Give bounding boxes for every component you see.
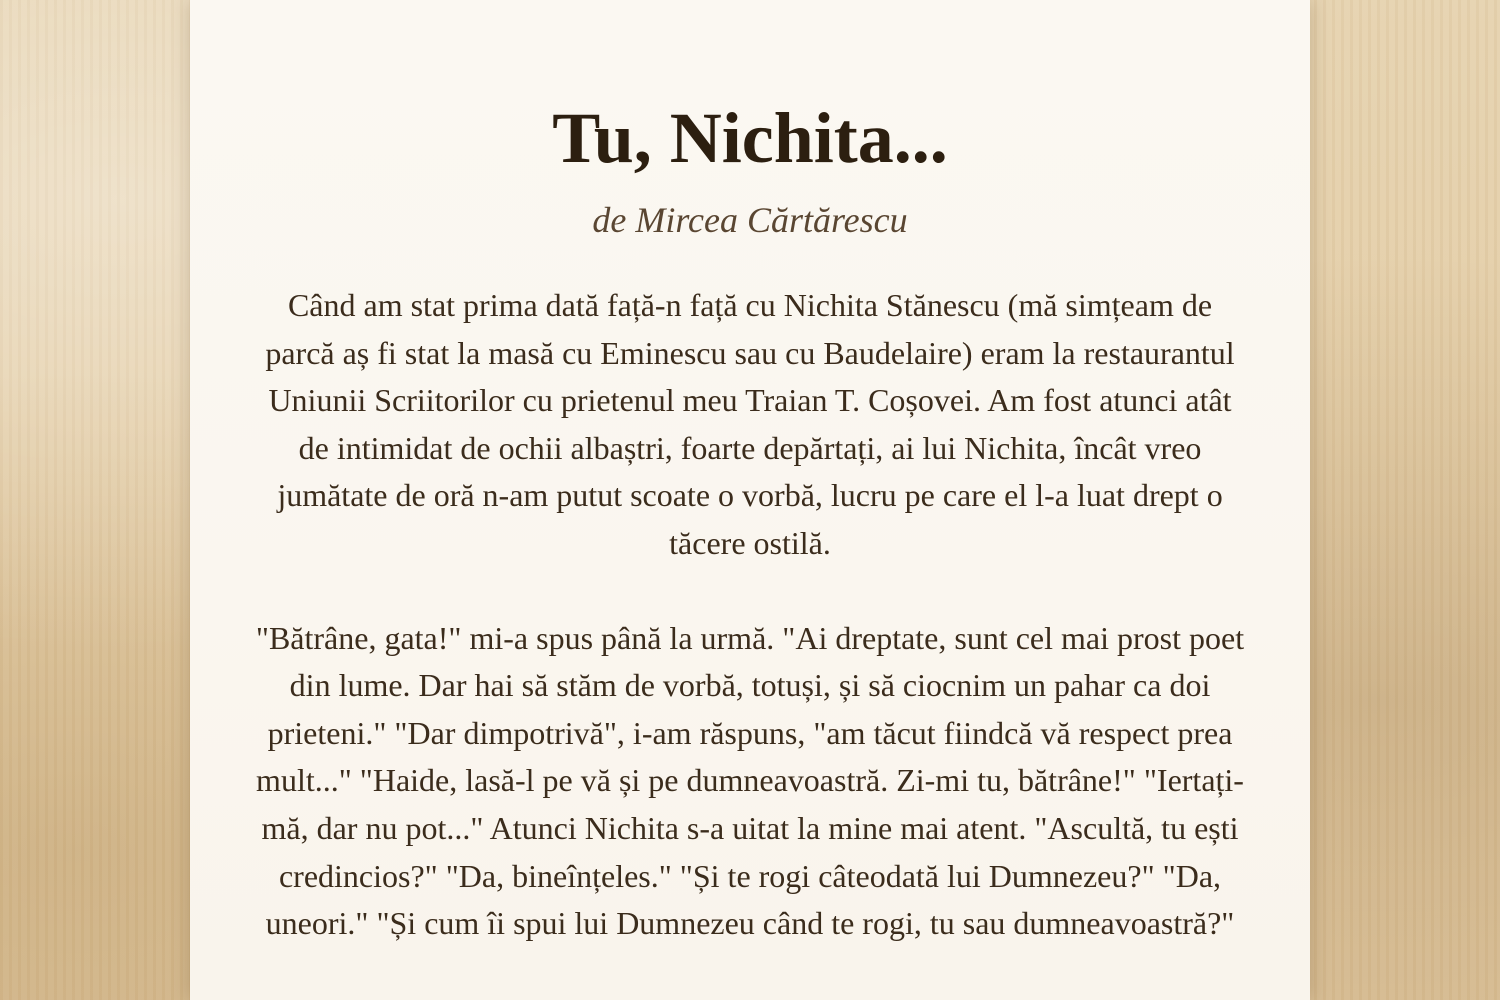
article-page <box>190 0 1310 1000</box>
paragraph: "Bătrâne, gata!" mi-a spus până la urmă. "Ai dreptate, sunt cel mai prost poet din lume. Dar hai să stăm de vorbă, totuși, și să ciocnim un pahar ca doi prieteni." "Dar dimpotrivă", i-am răspuns, "am tăcut fiindcă vă respect prea mult..." "Haide, lasă-l pe vă și pe dumneavoastră. Zi-mi tu, bătrâne!" "Iertați-mă, dar nu pot..." Atunci Nichita s-a uitat la mine mai atent. "Ascultă, tu ești credincios?" "Da, bineînțeles." "Și te rogi câteodată lui Dumnezeu?" "Da, uneori." "Și cum îi spui lui Dumnezeu când te rogi, tu sau dumneavoastră?" <box>255 619 1245 942</box>
article-title: Tu, Nichita... <box>552 98 948 178</box>
article-body <box>250 282 1250 995</box>
paragraph: Când am stat prima dată față-n față cu Nichita Stănescu (mă simțeam de parcă aș fi stat la masă cu Eminescu sau cu Baudelaire) eram la restaurantul Uniunii Scriitorilor cu prietenul meu Traian T. Coșovei. Am fost atunci atât de intimidat de ochii albaștri, foarte depărtați, ai lui Nichita, încât vreo jumătate de oră n-am putut scoate o vorbă, lucru pe care el l-a luat drept o tăcere ostilă. <box>265 287 1235 561</box>
article-author: de Mircea Cărtărescu <box>592 200 908 240</box>
